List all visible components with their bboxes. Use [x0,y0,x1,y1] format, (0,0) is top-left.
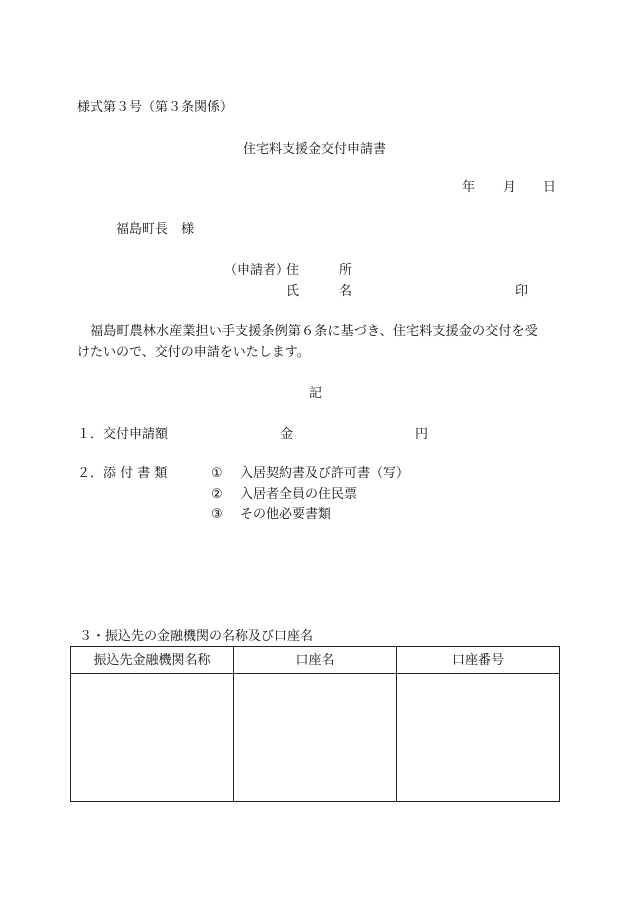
date-month: 月 [503,180,517,195]
addressee: 福島町長 様 [116,222,195,237]
amount-yen: 円 [415,427,429,442]
name-label-2: 名 [339,284,353,299]
seal-mark: 印 [515,284,529,299]
date-year: 年 [462,180,476,195]
amount-kin: 金 [280,427,294,442]
attachment-num-2: ② [211,487,223,502]
form-number: 様式第３号（第３条関係） [77,100,234,115]
header-account-number: 口座番号 [397,647,560,674]
account-name-cell[interactable] [234,674,397,802]
body-line-1: 福島町農林水産業担い手支援条例第６条に基づき、住宅料支援金の交付を受 [90,324,538,339]
document-title: 住宅料支援金交付申請書 [243,142,387,157]
attachment-text-3: その他必要書類 [240,507,332,522]
amount-label: １．交付申請額 [77,427,169,442]
body-line-2: けたいので、交付の申請をいたします。 [77,345,310,360]
attachment-num-1: ① [211,466,223,481]
table-header-row [71,647,560,674]
header-bank-name: 振込先金融機関名称 [71,647,234,674]
date-day: 日 [543,180,557,195]
attachment-num-3: ③ [211,507,223,522]
header-account-name: 口座名 [234,647,397,674]
attachment-text-1: 入居契約書及び許可書（写） [240,466,410,481]
address-label-2: 所 [339,263,353,278]
bank-name-cell[interactable] [71,674,234,802]
attachments-label: ２．添 付 書 類 [77,466,168,481]
name-label-1: 氏 [286,284,300,299]
ki-heading: 記 [309,386,323,401]
address-label-1: 住 [286,263,300,278]
table-row [71,674,560,802]
applicant-label: （申請者） [224,263,290,278]
bank-section-label: ３・振込先の金融機関の名称及び口座名 [79,629,314,644]
account-number-cell[interactable] [397,674,560,802]
attachment-text-2: 入居者全員の住民票 [240,487,358,502]
bank-account-table [70,646,560,802]
